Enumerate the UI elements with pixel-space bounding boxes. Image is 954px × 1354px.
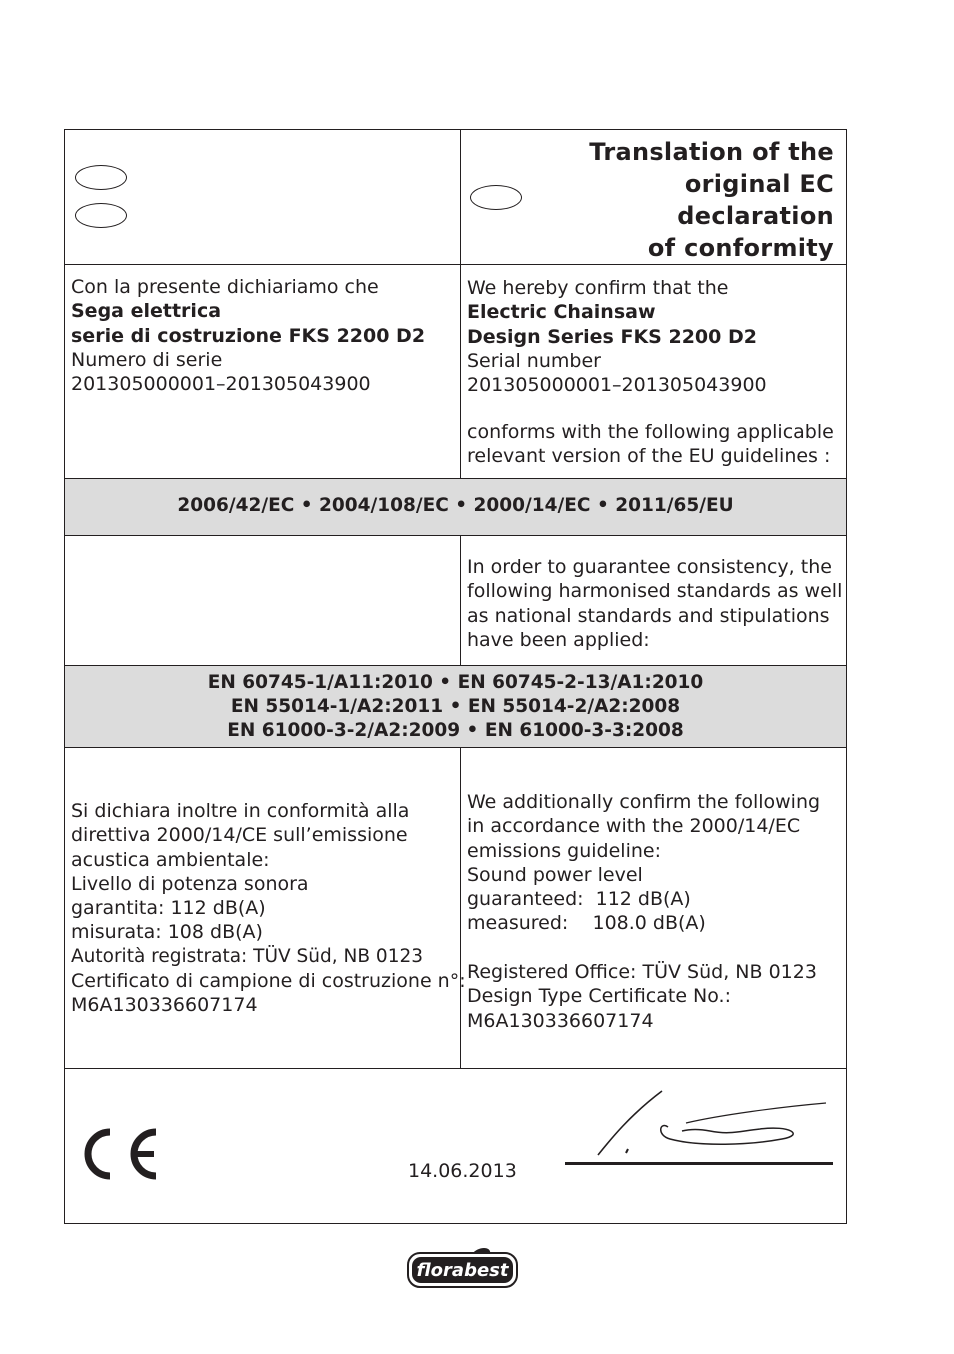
language-code-oval: [75, 203, 127, 228]
italian-serial-label: Numero di serie: [71, 348, 223, 371]
divider: [65, 264, 846, 265]
column-divider: [460, 130, 461, 479]
english-product-block: [467, 276, 767, 397]
signature-line: [565, 1162, 833, 1165]
divider: [65, 535, 846, 536]
declaration-table: [64, 129, 847, 1224]
noise-line: emissions guideline:: [467, 839, 661, 862]
standards-line: EN 61000-3-2/A2:2009 • EN 61000-3-3:2008: [227, 720, 684, 741]
standards-intro-line: as national standards and stipulations: [467, 604, 830, 627]
signature: [590, 1085, 830, 1160]
noise-line: misurata: 108 dB(A): [71, 921, 263, 944]
noise-line: M6A130336607174: [71, 994, 258, 1017]
standards-intro-line: have been applied:: [467, 628, 650, 651]
noise-line: acustica ambientale:: [71, 848, 270, 871]
italian-product-name: Sega elettrica: [71, 300, 222, 323]
issue-date: 14.06.2013: [408, 1160, 517, 1182]
divider: [65, 1068, 846, 1069]
standards-intro-line: In order to guarantee consistency, the: [467, 556, 832, 578]
title-line: original EC: [684, 170, 834, 198]
english-noise-block: [467, 790, 820, 1033]
noise-line: Certificato di campione di costruzione n°:: [71, 970, 466, 993]
language-code-oval: [75, 165, 127, 190]
noise-line: Autorità registrata: TÜV Süd, NB 0123: [71, 945, 424, 967]
brand-name: florabest: [416, 1260, 509, 1281]
noise-line: garantita: 112 dB(A): [71, 897, 266, 920]
standards-line: EN 60745-1/A11:2010 • EN 60745-2-13/A1:2010: [207, 672, 704, 693]
standards-intro: [467, 555, 842, 652]
noise-line: direttiva 2000/14/CE sull’emissione: [71, 824, 408, 847]
english-product-name: Electric Chainsaw: [467, 301, 656, 324]
italian-series: serie di costruzione FKS 2200 D2: [71, 324, 426, 347]
noise-line: Livello di potenza sonora: [71, 872, 309, 895]
english-serial-label: Serial number: [467, 349, 601, 372]
divider: [65, 478, 846, 479]
italian-intro: Con la presente dichiariamo che: [71, 276, 379, 298]
english-conforms-text: [467, 420, 834, 469]
directives-band: [65, 479, 846, 536]
title-line: Translation of the: [589, 138, 834, 166]
noise-line: measured: 108.0 dB(A): [467, 912, 706, 935]
divider: [65, 747, 846, 748]
title-line: of conformity: [647, 234, 834, 262]
language-code-oval: [470, 185, 522, 210]
standards-line: EN 55014-1/A2:2011 • EN 55014-2/A2:2008: [230, 696, 681, 717]
noise-line: Sound power level: [467, 863, 643, 886]
divider: [65, 665, 846, 666]
english-serial-range: 201305000001–201305043900: [467, 374, 767, 397]
florabest-logo: [406, 1245, 519, 1289]
noise-line: M6A130336607174: [467, 1009, 654, 1032]
standards-text: [65, 671, 846, 743]
conforms-line: relevant version of the EU guidelines :: [467, 445, 831, 468]
noise-line: in accordance with the 2000/14/EC: [467, 815, 801, 838]
noise-line: Design Type Certificate No.:: [467, 985, 731, 1008]
english-series: Design Series FKS 2200 D2: [467, 325, 757, 348]
title-line: declaration: [677, 202, 834, 230]
directives-text: 2006/42/EC • 2004/108/EC • 2000/14/EC • 2011/65/EU: [177, 495, 734, 516]
conforms-line: conforms with the following applicable: [467, 421, 834, 443]
standards-intro-line: following harmonised standards as well: [467, 580, 843, 603]
noise-line: Si dichiara inoltre in conformità alla: [71, 800, 410, 822]
italian-noise-block: [71, 799, 466, 1018]
noise-line: Registered Office: TÜV Süd, NB 0123: [467, 961, 817, 984]
italian-product-block: [71, 275, 425, 396]
standards-band: [65, 666, 846, 748]
italian-serial-range: 201305000001–201305043900: [71, 373, 371, 396]
ce-mark-logo: [77, 1128, 161, 1180]
noise-line: guaranteed: 112 dB(A): [467, 888, 691, 911]
english-intro: We hereby confirm that the: [467, 277, 729, 299]
column-divider: [460, 536, 461, 666]
noise-line: We additionally confirm the following: [467, 791, 821, 813]
noise-line: [467, 936, 820, 960]
page-title: [589, 136, 834, 264]
